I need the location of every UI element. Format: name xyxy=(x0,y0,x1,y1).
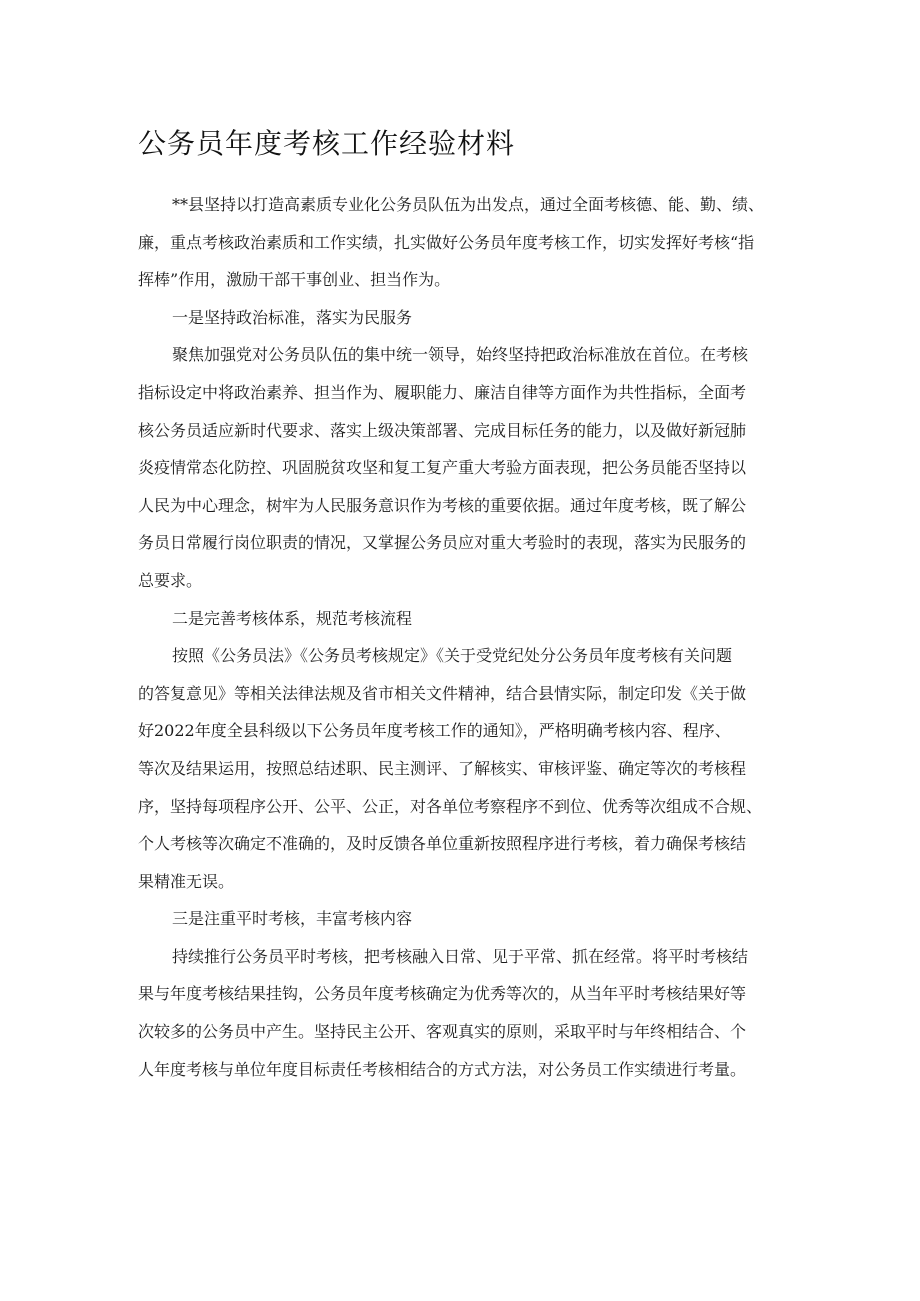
section-2-heading: 二是完善考核体系，规范考核流程 xyxy=(172,608,413,628)
section-3-heading: 三是注重平时考核，丰富考核内容 xyxy=(172,909,413,929)
document-title: 公务员年度考核工作经验材料 xyxy=(138,127,516,160)
section-1-body: 聚焦加强党对公务员队伍的集中统一领导，始终坚持把政治标准放在首位。在考核 指标设定中将政治素养、担当作为、履职能力、廉洁自律等方面作为共性指标，全面考 核公务员适应新时代要求、落实上级决策部署、完成目标任务的能力，以及做好新冠肺 炎疫情常态化防控、巩固脱贫攻坚和复工复产重大考验方面表现，把公务员能否坚持以 人民为中心理念，树牢为人民服务意识作为考核的重要依据。通过年度考核，既了解公 务员日常履行岗位职责的情况，又掌握公务员应对重大考验时的表现，落实为民服务的 总要求。 xyxy=(138,345,749,590)
section-3-body: 持续推行公务员平时考核，把考核融入日常、见于平常、抓在经常。将平时考核结 果与年度考核结果挂钩，公务员年度考核确定为优秀等次的，从当年平时考核结果好等 次较多的公务员中产生。坚持民主公开、客观真实的原则，采取平时与年终相结合、个 人年度考核与单位年度目标责任考核相结合的方式方法，对公务员工作实绩进行考量。 xyxy=(138,946,749,1079)
intro-paragraph: **县坚持以打造高素质专业化公务员队伍为出发点，通过全面考核德、能、勤、绩、 廉，重点考核政治素质和工作实绩，扎实做好公务员年度考核工作，切实发挥好考核“指 挥棒”作用，激励干部干事创业、担当作为。 xyxy=(138,195,765,290)
document-body xyxy=(138,186,784,1088)
section-1-heading: 一是坚持政治标准，落实为民服务 xyxy=(172,307,413,327)
section-2-body: 按照《公务员法》《公务员考核规定》《关于受党纪处分公务员年度考核有关问题 的答复意见》等相关法律法规及省市相关文件精神，结合县情实际，制定印发《关于做 好2022年度全县科级以下公务员年度考核工作的通知》，严格明确考核内容、程序、 等次及结果运用，按照总结述职、民主测评、了解核实、审核评鉴、确定等次的考核程 序，坚持每项程序公开、公平、公正，对各单位考察程序不到位、优秀等次组成不合规、 个人考核等次确定不准确的，及时反馈各单位重新按照程序进行考核，着力确保考核结 果精准无误。 xyxy=(138,646,763,891)
